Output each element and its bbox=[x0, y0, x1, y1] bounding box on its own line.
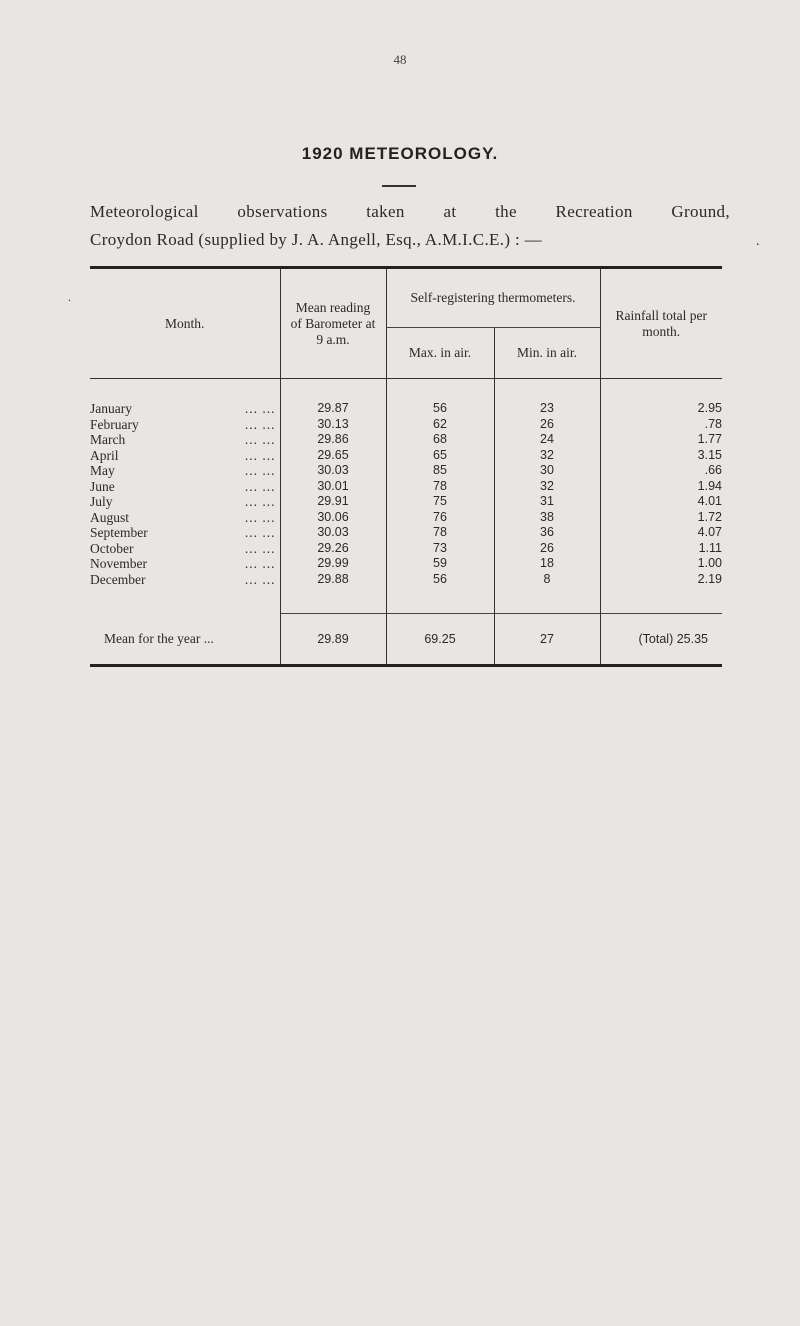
leader-dots: ... ... bbox=[244, 416, 276, 432]
header-rainfall: Rainfall total per month. bbox=[600, 269, 722, 379]
table-row bbox=[90, 556, 722, 572]
table-row bbox=[90, 448, 722, 464]
rainfall-cell: 1.94 bbox=[600, 479, 722, 495]
month-label: February bbox=[90, 416, 139, 432]
month-cell bbox=[90, 510, 280, 526]
page-title: 1920 METEOROLOGY. bbox=[301, 144, 499, 163]
rainfall-cell: 4.07 bbox=[600, 525, 722, 541]
month-label: August bbox=[90, 509, 130, 525]
leader-dots: ... ... bbox=[244, 447, 276, 463]
barometer-cell: 29.91 bbox=[280, 494, 386, 510]
total-rainfall: (Total) 25.35 bbox=[600, 614, 722, 664]
mean-barometer: 29.89 bbox=[280, 614, 386, 664]
title-divider bbox=[382, 185, 416, 187]
table-row bbox=[90, 463, 722, 479]
rainfall-cell: .66 bbox=[600, 463, 722, 479]
stray-mark: . bbox=[756, 234, 760, 249]
rainfall-cell: 3.15 bbox=[600, 448, 722, 464]
month-label: March bbox=[90, 432, 126, 447]
month-cell bbox=[90, 432, 280, 448]
month-cell bbox=[90, 525, 280, 541]
leader-dots: ... ... bbox=[244, 525, 276, 540]
page-number: 48 bbox=[393, 52, 407, 67]
max-temp-cell: 85 bbox=[386, 463, 494, 479]
barometer-cell: 30.13 bbox=[280, 417, 386, 433]
table-row bbox=[90, 494, 722, 510]
leader-dots: ... ... bbox=[244, 509, 276, 525]
header-thermometers: Self-registering thermometers. bbox=[386, 269, 600, 328]
rainfall-cell: .78 bbox=[600, 417, 722, 433]
max-temp-cell: 73 bbox=[386, 541, 494, 557]
table-row bbox=[90, 417, 722, 433]
month-cell bbox=[90, 494, 280, 510]
table-row bbox=[90, 541, 722, 557]
max-temp-cell: 65 bbox=[386, 448, 494, 464]
barometer-cell: 29.65 bbox=[280, 448, 386, 464]
header-max: Max. in air. bbox=[386, 328, 494, 379]
month-cell bbox=[90, 556, 280, 572]
leader-dots: ... ... bbox=[244, 463, 276, 478]
min-temp-cell: 8 bbox=[494, 572, 600, 588]
min-temp-cell: 38 bbox=[494, 510, 600, 526]
stray-mark: . bbox=[68, 290, 71, 304]
barometer-cell: 29.99 bbox=[280, 556, 386, 572]
min-temp-cell: 36 bbox=[494, 525, 600, 541]
min-temp-cell: 26 bbox=[494, 417, 600, 433]
month-label: October bbox=[90, 540, 134, 556]
month-cell bbox=[90, 479, 280, 495]
meteorology-table bbox=[90, 266, 722, 667]
barometer-cell: 30.03 bbox=[280, 525, 386, 541]
rainfall-cell: 2.95 bbox=[600, 401, 722, 417]
leader-dots: ... ... bbox=[244, 432, 276, 447]
intro-line-2: Croydon Road (supplied by J. A. Angell, Esq., A.M.I.C.E.) : — bbox=[90, 230, 543, 249]
table-row bbox=[90, 510, 722, 526]
min-temp-cell: 24 bbox=[494, 432, 600, 448]
header-month: Month. bbox=[90, 269, 280, 379]
month-label: April bbox=[90, 447, 119, 463]
table-row bbox=[90, 479, 722, 495]
rainfall-cell: 1.72 bbox=[600, 510, 722, 526]
month-cell bbox=[90, 541, 280, 557]
rainfall-cell: 1.00 bbox=[600, 556, 722, 572]
table-row bbox=[90, 432, 722, 448]
min-temp-cell: 31 bbox=[494, 494, 600, 510]
barometer-cell: 29.26 bbox=[280, 541, 386, 557]
rainfall-cell: 4.01 bbox=[600, 494, 722, 510]
intro-line-1: Meteorological observations taken at the Recreation Ground, bbox=[90, 202, 730, 221]
mean-max: 69.25 bbox=[386, 614, 494, 664]
month-cell bbox=[90, 572, 280, 588]
mean-label: Mean for the year ... bbox=[104, 631, 214, 646]
min-temp-cell: 18 bbox=[494, 556, 600, 572]
table-row bbox=[90, 525, 722, 541]
rainfall-cell: 2.19 bbox=[600, 572, 722, 588]
min-temp-cell: 32 bbox=[494, 479, 600, 495]
min-temp-cell: 23 bbox=[494, 401, 600, 417]
barometer-cell: 30.03 bbox=[280, 463, 386, 479]
month-label: June bbox=[90, 478, 115, 494]
max-temp-cell: 78 bbox=[386, 479, 494, 495]
month-label: September bbox=[90, 525, 148, 540]
month-label: July bbox=[90, 494, 113, 509]
month-cell bbox=[90, 417, 280, 433]
month-label: May bbox=[90, 463, 115, 478]
barometer-cell: 30.06 bbox=[280, 510, 386, 526]
mean-min: 27 bbox=[494, 614, 600, 664]
leader-dots: ... ... bbox=[244, 540, 276, 556]
table-row bbox=[90, 572, 722, 588]
max-temp-cell: 78 bbox=[386, 525, 494, 541]
month-cell bbox=[90, 463, 280, 479]
month-cell bbox=[90, 401, 280, 417]
max-temp-cell: 59 bbox=[386, 556, 494, 572]
month-cell bbox=[90, 448, 280, 464]
month-label: November bbox=[90, 556, 147, 571]
leader-dots: ... ... bbox=[244, 478, 276, 494]
leader-dots: ... ... bbox=[244, 401, 276, 416]
rainfall-cell: 1.11 bbox=[600, 541, 722, 557]
intro-paragraph bbox=[90, 198, 730, 254]
barometer-cell: 29.87 bbox=[280, 401, 386, 417]
min-temp-cell: 32 bbox=[494, 448, 600, 464]
barometer-cell: 29.88 bbox=[280, 572, 386, 588]
table-row bbox=[90, 401, 722, 417]
max-temp-cell: 75 bbox=[386, 494, 494, 510]
max-temp-cell: 62 bbox=[386, 417, 494, 433]
max-temp-cell: 56 bbox=[386, 572, 494, 588]
leader-dots: ... ... bbox=[244, 556, 276, 571]
min-temp-cell: 26 bbox=[494, 541, 600, 557]
max-temp-cell: 76 bbox=[386, 510, 494, 526]
mean-row bbox=[90, 614, 722, 664]
max-temp-cell: 56 bbox=[386, 401, 494, 417]
leader-dots: ... ... bbox=[244, 494, 276, 509]
leader-dots: ... ... bbox=[244, 571, 276, 587]
header-min: Min. in air. bbox=[494, 328, 600, 379]
max-temp-cell: 68 bbox=[386, 432, 494, 448]
barometer-cell: 29.86 bbox=[280, 432, 386, 448]
header-barometer: Mean reading of Barometer at 9 a.m. bbox=[280, 269, 386, 379]
month-label: January bbox=[90, 401, 132, 416]
month-label: December bbox=[90, 571, 146, 587]
barometer-cell: 30.01 bbox=[280, 479, 386, 495]
min-temp-cell: 30 bbox=[494, 463, 600, 479]
rainfall-cell: 1.77 bbox=[600, 432, 722, 448]
